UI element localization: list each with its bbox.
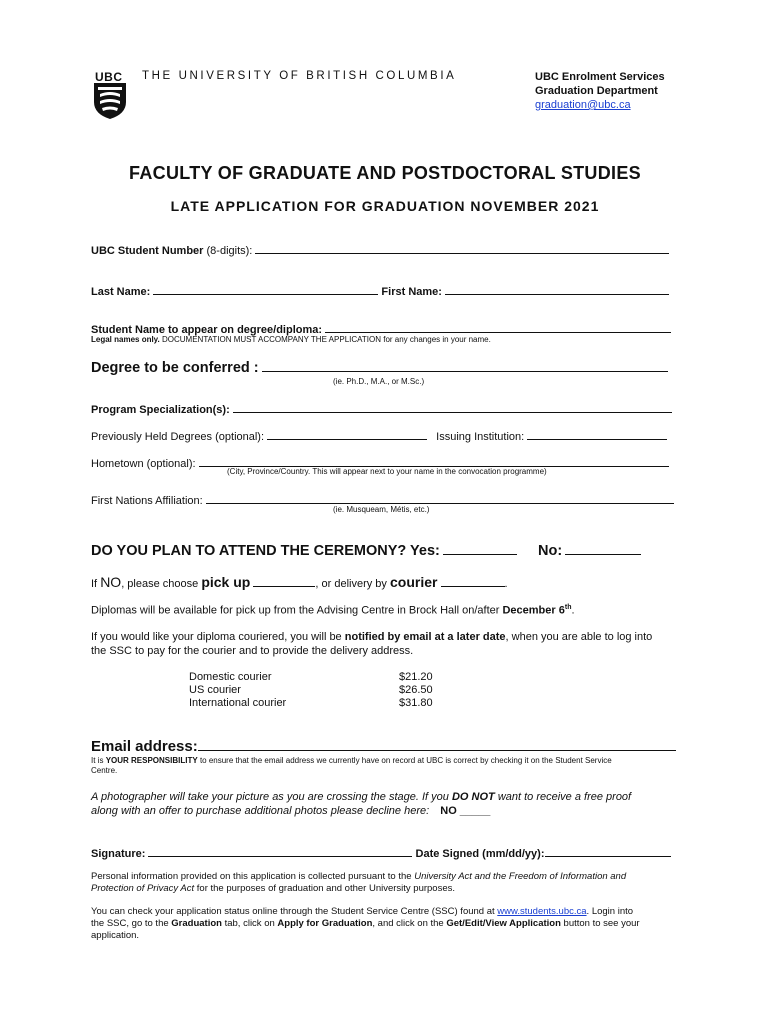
program-label: Program Specialization(s): [91,404,230,416]
ceremony-yes-field[interactable] [443,542,517,555]
email-note-bold: YOUR RESPONSIBILITY [105,756,198,765]
program-field[interactable] [233,401,672,413]
degree-row [91,359,668,376]
diplomas-text: Diplomas will be available for pick up from the Advising Centre in Brock Hall on/after [91,604,500,617]
couriered-part2: , when you are able to log into [505,631,653,643]
status-view: Get/Edit/View Application [446,918,561,929]
degree-note: (ie. Ph.D., M.A., or M.Sc.) [333,377,425,386]
status-graduation: Graduation [171,918,222,929]
program-row [91,401,672,416]
couriered-paragraph [91,630,691,658]
courier-rates-table [189,671,433,710]
university-name: THE UNIVERSITY OF BRITISH COLUMBIA [142,70,457,82]
last-name-label: Last Name: [91,286,151,298]
pick-up-field[interactable] [253,575,315,587]
degree-field[interactable] [262,359,668,372]
privacy-paragraph [91,871,691,895]
contact-department: Graduation Department [535,85,658,97]
courier-rate-row [189,697,433,710]
date-signed-label: Date Signed (mm/dd/yy): [415,848,545,860]
pick-up-text: pick up [201,574,251,590]
if-text: If [91,578,98,590]
photographer-line2: along with an offer to purchase additional photos please decline here: [91,805,430,817]
no-word: NO [100,574,122,590]
signature-row [91,845,671,860]
diplomas-line [91,604,575,617]
diplomas-date: December 6 [502,604,565,617]
degree-label: Degree to be conferred : [91,360,259,376]
degree-name-row [91,321,671,336]
date-signed-field[interactable] [545,845,671,857]
ceremony-no-label: No: [537,543,563,559]
delivery-row [91,574,508,590]
students-ubc-link[interactable]: www.students.ubc.ca [497,906,587,917]
courier-rate-price: $21.20 [399,671,433,683]
institution-label: Issuing Institution: [436,431,525,443]
degree-name-label: Student Name to appear on degree/diploma: [91,324,323,336]
signature-field[interactable] [148,845,412,857]
prev-degrees-field[interactable] [267,428,427,440]
photographer-paragraph [91,790,711,818]
first-name-label: First Name: [381,286,442,298]
status-tab-click: tab, click on [224,918,275,929]
courier-text: courier [389,574,438,590]
name-row [91,283,669,298]
photographer-decline-field[interactable]: NO _____ [440,805,491,817]
student-number-row [91,242,669,257]
contact-block [535,70,665,112]
courier-rate-label: Domestic courier [189,671,272,683]
hometown-field[interactable] [199,455,669,467]
first-nations-note: (ie. Musqueam, Métis, etc.) [333,505,430,514]
first-nations-field[interactable] [206,492,674,504]
courier-rate-row [189,684,433,697]
email-note-post: to ensure that the email address we currently have on record at UBC is correct by checking it on the Student Service [199,756,612,765]
prev-degrees-label: Previously Held Degrees (optional): [91,431,265,443]
courier-rate-row [189,671,433,684]
first-name-field[interactable] [445,283,669,295]
prev-degrees-row [91,428,667,443]
couriered-part1: If you would like your diploma couriered, you will be [91,631,342,643]
status-button-see: button to see your [563,918,640,929]
first-nations-label: First Nations Affiliation: [91,495,203,507]
status-pre: You can check your application status online through the Student Service Centre (SSC) found at [91,906,495,917]
ubc-logo-text: UBC [95,70,123,84]
email-note [91,756,691,776]
please-choose-text: , please choose [121,578,199,590]
privacy-pre: Personal information provided on this application is collected pursuant to the [91,871,412,882]
email-row [91,737,676,755]
couriered-bold: notified by email at a later date [344,631,506,643]
contact-email-link[interactable]: graduation@ubc.ca [535,99,631,111]
form-title: FACULTY OF GRADUATE AND POSTDOCTORAL STUDIES [129,163,641,183]
legal-names-bold: Legal names only. [91,335,160,344]
last-name-field[interactable] [153,283,378,295]
email-field[interactable] [198,737,676,751]
ceremony-row [91,542,641,559]
photographer-line1-post: want to receive a free proof [497,791,632,803]
status-apply: Apply for Graduation [277,918,373,929]
privacy-post: for the purposes of graduation and other University purposes. [196,883,456,894]
ceremony-question: DO YOU PLAN TO ATTEND THE CEREMONY? Yes: [91,543,440,559]
degree-name-field[interactable] [325,321,671,333]
email-note-line2: Centre. [91,766,118,775]
hometown-note: (City, Province/Country. This will appear next to your name in the convocation programme) [227,467,547,476]
courier-rate-label: International courier [189,697,287,709]
student-number-label: UBC Student Number [91,245,204,257]
courier-field[interactable] [441,575,505,587]
email-note-pre: It is [91,756,104,765]
photographer-do-not: DO NOT [451,791,495,803]
or-delivery-text: , or delivery by [315,578,387,590]
diplomas-date-sup: th [564,604,572,611]
student-number-field[interactable] [255,242,669,254]
legal-names-note [91,335,491,344]
photographer-line1-pre: A photographer will take your picture as you are crossing the stage. If you [91,791,449,803]
legal-names-text: DOCUMENTATION MUST ACCOMPANY THE APPLICATION for any changes in your name. [162,335,491,344]
ceremony-no-field[interactable] [565,542,641,555]
delivery-period: . [504,578,508,590]
institution-field[interactable] [527,428,667,440]
diplomas-period: . [571,604,575,617]
email-label: Email address: [91,738,198,755]
courier-rate-price: $26.50 [399,684,433,696]
status-and-click: , and click on the [372,918,444,929]
signature-label: Signature: [91,848,146,860]
status-post: . Login into [586,906,634,917]
form-subtitle: LATE APPLICATION FOR GRADUATION NOVEMBER 2021 [170,198,600,214]
contact-office: UBC Enrolment Services [535,71,665,83]
status-line3: application. [91,930,140,941]
couriered-line2: the SSC to pay for the courier and to provide the delivery address. [91,645,414,657]
privacy-act2: Protection of Privacy Act [91,883,195,894]
courier-rate-label: US courier [189,684,241,696]
hometown-label: Hometown (optional): [91,458,196,470]
student-number-hint: (8-digits): [206,245,253,257]
status-line2-pre: the SSC, go to the [91,918,169,929]
courier-rate-price: $31.80 [399,697,433,709]
privacy-act: University Act and the Freedom of Information and [414,871,627,882]
status-paragraph [91,906,691,942]
